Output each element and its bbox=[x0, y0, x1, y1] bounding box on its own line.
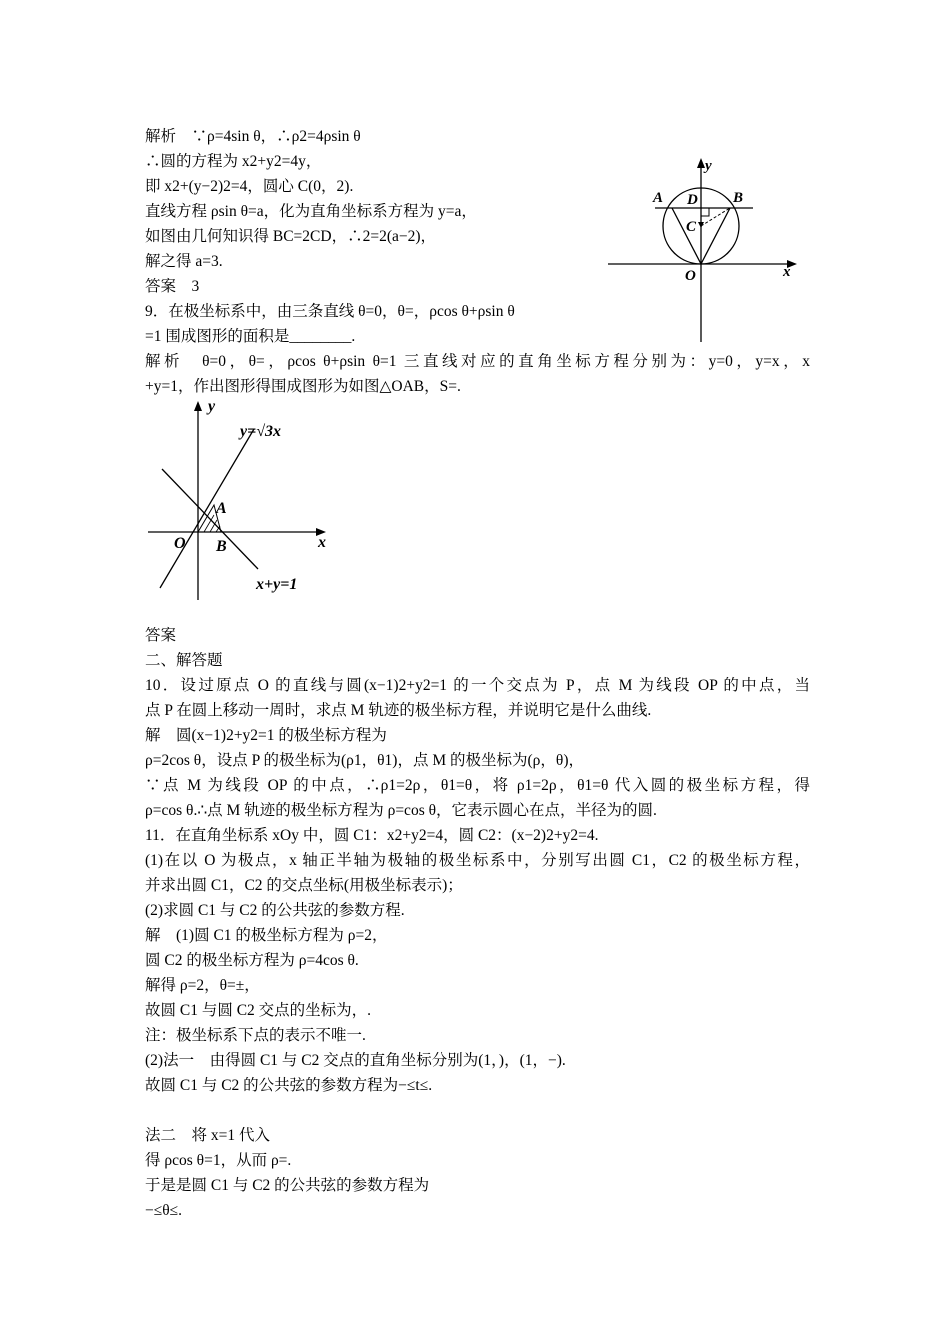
text-line: (2)求圆 C1 与 C2 的公共弦的参数方程. bbox=[145, 902, 405, 919]
text-line: 点 P 在圆上移动一周时，求点 M 轨迹的极坐标方程，并说明它是什么曲线. bbox=[145, 702, 652, 719]
text-line: 即 x2+(y−2)2=4，圆心 C(0，2). bbox=[145, 178, 354, 195]
text-line: 直线方程 ρsin θ=a，化为直角坐标系方程为 y=a， bbox=[145, 203, 477, 220]
label-x: x bbox=[783, 264, 791, 280]
right-angle-mark bbox=[701, 208, 709, 216]
text-line: 于是是圆 C1 与 C2 的公共弦的参数方程为 bbox=[145, 1177, 430, 1194]
question-11: 11．在直角坐标系 xOy 中，圆 C1：x2+y2=4，圆 C2：(x−2)2+y2=4. bbox=[145, 827, 599, 844]
label-line-x-plus-y-eq-1: x+y=1 bbox=[256, 576, 298, 593]
y-axis-arrow bbox=[194, 401, 202, 411]
line-x-plus-y-eq-1 bbox=[162, 469, 258, 569]
text-line: 得 ρcos θ=1，从而 ρ=. bbox=[145, 1152, 292, 1169]
text-line: 法二 将 x=1 代入 bbox=[145, 1127, 270, 1144]
label-y: y bbox=[705, 158, 712, 174]
line-y-sqrt3x bbox=[160, 429, 254, 588]
text-line: 圆 C2 的极坐标方程为 ρ=4cos θ. bbox=[145, 952, 359, 969]
figure-triangle-OAB bbox=[140, 395, 340, 610]
text-line: 并求出圆 C1，C2 的交点坐标(用极坐标表示)； bbox=[145, 877, 463, 894]
label-D: D bbox=[687, 192, 698, 208]
text-line: 注：极坐标系下点的表示不唯一. bbox=[145, 1027, 366, 1044]
label-O: O bbox=[685, 268, 696, 284]
label-C: C bbox=[686, 219, 697, 235]
question-9: 9．在极坐标系中，由三条直线 θ=0，θ=，ρcos θ+ρsin θ bbox=[145, 303, 515, 320]
text-line: (1)在以 O 为极点，x 轴正半轴为极轴的极坐标系中，分别写出圆 C1，C2 的极坐标方程， bbox=[145, 852, 810, 869]
text-line: ρ=cos θ.∴点 M 轨迹的极坐标方程为 ρ=cos θ，它表示圆心在点，半径为的圆. bbox=[145, 802, 657, 819]
text-line: (2)法一 由得圆 C1 与 C2 交点的直角坐标分别为(1，)，(1，−). bbox=[145, 1052, 566, 1069]
text-line: =1 围成图形的面积是________. bbox=[145, 328, 356, 345]
label-x: x bbox=[318, 534, 326, 551]
text-line: 解析 θ=0，θ=，ρcos θ+ρsin θ=1 三直线对应的直角坐标方程分别为：y=0，y=x，x bbox=[145, 353, 810, 370]
text-line: ρ=2cos θ，设点 P 的极坐标为(ρ1，θ1)，点 M 的极坐标为(ρ，θ)， bbox=[145, 752, 584, 769]
label-B: B bbox=[216, 538, 227, 555]
label-B: B bbox=[733, 190, 744, 206]
text-line: 解 (1)圆 C1 的极坐标方程为 ρ=2， bbox=[145, 927, 388, 944]
label-O: O bbox=[174, 535, 186, 552]
text-line: 解析 ∵ρ=4sin θ，∴ρ2=4ρsin θ bbox=[145, 128, 361, 145]
answer-label: 答案 3 bbox=[145, 278, 200, 295]
text-line: 解得 ρ=2，θ=±， bbox=[145, 977, 260, 994]
answer-label: 答案 bbox=[145, 627, 177, 644]
text-line: 解之得 a=3. bbox=[145, 253, 223, 270]
text-line: 故圆 C1 与 C2 的公共弦的参数方程为−≤t≤. bbox=[145, 1077, 433, 1094]
text-line: ∵点 M 为线段 OP 的中点，∴ρ1=2ρ，θ1=θ，将 ρ1=2ρ，θ1=θ 代入圆的极坐标方程，得 bbox=[145, 777, 810, 794]
label-y: y bbox=[208, 398, 216, 415]
text-line: 故圆 C1 与圆 C2 交点的坐标为，. bbox=[145, 1002, 372, 1019]
text-line: 解 圆(x−1)2+y2=1 的极坐标方程为 bbox=[145, 727, 387, 744]
text-line: −≤θ≤. bbox=[145, 1202, 183, 1219]
text-line: +y=1，作出图形得围成图形为如图△OAB，S=. bbox=[145, 378, 461, 395]
label-A: A bbox=[216, 500, 227, 517]
section-heading: 二、解答题 bbox=[145, 652, 223, 669]
y-axis-arrow bbox=[697, 158, 705, 168]
text-line: ∴圆的方程为 x2+y2=4y， bbox=[145, 153, 322, 170]
label-line-y-sqrt3x: y=√3x bbox=[240, 423, 281, 440]
question-10: 10．设过原点 O 的直线与圆(x−1)2+y2=1 的一个交点为 P，点 M 为线段 OP 的中点，当 bbox=[145, 677, 810, 694]
figure-circle-chord bbox=[605, 150, 805, 350]
label-A: A bbox=[653, 190, 664, 206]
text-line: 如图由几何知识得 BC=2CD，∴2=2(a−2)， bbox=[145, 228, 437, 245]
